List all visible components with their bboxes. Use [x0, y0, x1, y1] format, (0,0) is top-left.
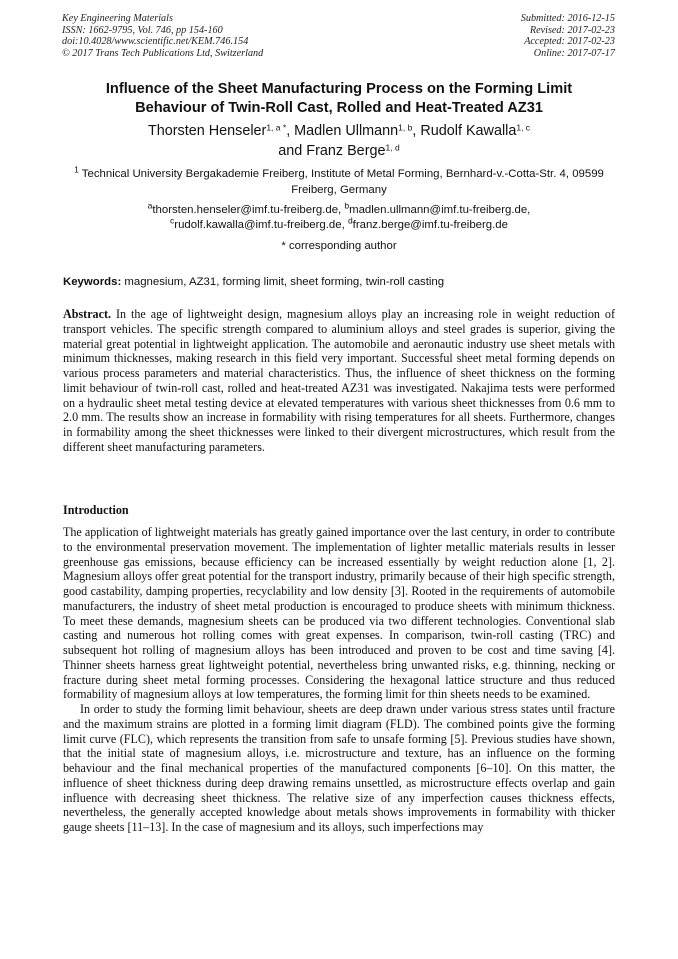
journal-name: Key Engineering Materials — [62, 13, 173, 24]
email-address: franz.berge@imf.tu-freiberg.de — [352, 218, 508, 231]
title-line-1: Influence of the Sheet Manufacturing Process on the Forming Limit — [105, 81, 573, 97]
revised-date: Revised: 2017-02-23 — [529, 24, 615, 36]
issn-line: ISSN: 1662-9795, Vol. 746, pp 154-160 — [62, 24, 223, 36]
accepted-date: Accepted: 2017-02-23 — [524, 36, 615, 48]
keywords-label: Keywords: — [63, 276, 122, 288]
author-separator: , — [412, 123, 417, 139]
email-sup: b — [344, 200, 350, 211]
author-sup: 1, b — [398, 122, 413, 133]
title-line-2: Behaviour of Twin-Roll Cast, Rolled and Heat-Treated AZ31 — [135, 99, 543, 116]
doi-line: doi:10.4028/www.scientific.net/KEM.746.154 — [62, 36, 249, 48]
email-sup: c — [170, 214, 175, 225]
paragraph: The application of lightweight materials has greatly gained importance over the last century, in order to contribute to the environmental preservation movement. The implementation of lighter metallic materials results in lesser greenhouse gas emissions, because efficiency can be increased essentially by weight reduction alone [1, 2]. Magnesium alloys offer great potential for the transport industry, primarily because of their high specific strength, good castability, damping properties, recyclability and low density [3]. Rooted in the requirements of automobile manufacturers, the industry of sheet metal production is encouraged to produce sheets with minimum thickness. To meet these demands, magnesium sheets can be produced via two different technologies. Conventional slab casting and numerous hot rolling comes with great expenses. In comparison, twin-roll casting (TRC) and subsequent hot rolling of magnesium alloys has been introduced and proven to be cost and time saving [4]. Thinner sheets harness great lightweight potential, nevertheless bring unwanted risks, e.g. thinning, necking or fracture during sheet metal forming processes. Considering the hexagonal lattice structure and thus reduced formability of magnesium alloys at low temperatures, the forming limit for thin sheets needs to be examined. — [63, 525, 615, 702]
email-line-1 — [40, 200, 638, 218]
author-name: Thorsten Henseler — [147, 123, 267, 139]
abstract — [63, 307, 615, 455]
online-date: Online: 2017-07-17 — [533, 47, 615, 59]
paragraph: In order to study the forming limit behaviour, sheets are deep drawn under various stress states until fracture and the maximum strains are plotted in a forming limit diagram (FLD). The combined points give the forming limit curve (FLC), which represents the transition from safe to unsafe forming [5]. Previous studies have shown, that the initial state of magnesium alloys, i.e. microstructure and texture, has an influence on the forming behaviour and the final mechanical properties of the manufactured components [6–10]. On this matter, the influence of sheet thickness during deep drawing remains unsettled, as microstructure effects overlap and gain influence with decreasing sheet thickness. The relative size of any imperfection causes thickness effects, nevertheless, the generally accepted knowledge about metals shows improvements in formability with thicker gauge sheets [11–13]. In the case of magnesium and its alloys, such imperfections may — [63, 702, 615, 834]
author-name: Rudolf Kawalla — [416, 123, 517, 139]
keywords — [63, 275, 615, 289]
abstract-label: Abstract. — [63, 307, 112, 321]
keywords-text: magnesium, AZ31, forming limit, sheet forming, twin-roll casting — [121, 276, 445, 288]
section-heading-introduction: Introduction — [63, 503, 129, 517]
author-sup: 1, c — [516, 122, 531, 133]
publication-dates — [521, 13, 615, 59]
abstract-text: In the age of lightweight design, magnesium alloys play an increasing role in weight reduction of transport vehicles. The specific strength compared to aluminium alloys and steel grades is superior, giving the material great potential in lightweight application. The automobile and aeronautic industry use sheet metals with minimum thicknesses, making research in this field very important. Successful sheet metal forming depends on various process parameters and material characteristics. Thus, the influence of sheet thickness on the forming limit behaviour of twin-roll cast, rolled and heat-treated AZ31 was investigated. Nakajima tests were performed on a hydraulic sheet metal testing device at elevated temperatures with various sheet thicknesses from 0.6 mm to 2.0 mm. The results show an increase in formability with rising temperatures for all sheets. Furthermore, changes in formability among the sheet thicknesses were linked to their divergent microstructures, which result from the different sheet manufacturing parameters. — [63, 307, 615, 454]
submitted-date: Submitted: 2016-12-15 — [520, 13, 615, 24]
author-line-1 — [40, 122, 638, 142]
email-sup: d — [347, 214, 353, 225]
email-sup: a — [147, 200, 153, 211]
author-line-2 — [40, 142, 638, 162]
journal-info — [62, 13, 263, 59]
author-sup: 1, a * — [266, 122, 287, 133]
author-name: Madlen Ullmann — [290, 123, 399, 139]
author-emails — [40, 200, 638, 232]
author-separator: , — [286, 123, 291, 139]
paper-title — [40, 80, 638, 117]
author-sup: 1, d — [385, 141, 400, 152]
email-address: rudolf.kawalla@imf.tu-freiberg.de, — [174, 218, 348, 231]
copyright-line: © 2017 Trans Tech Publications Ltd, Switzerland — [62, 47, 264, 59]
author-name: and Franz Berge — [278, 142, 386, 159]
affiliation-sup: 1 — [74, 164, 79, 175]
affiliation — [52, 166, 626, 199]
corresponding-author-note: * corresponding author — [281, 240, 397, 252]
affiliation-text: Technical University Bergakademie Freiberg, Institute of Metal Forming, Bernhard-v.-Cotta-Str. 4, 09599 Freiberg, Germany — [78, 168, 604, 197]
author-list — [40, 122, 638, 161]
email-address: madlen.ullmann@imf.tu-freiberg.de, — [349, 204, 531, 216]
introduction-body — [63, 525, 615, 835]
email-address: thorsten.henseler@imf.tu-freiberg.de, — [152, 204, 345, 216]
email-line-2 — [40, 214, 638, 233]
